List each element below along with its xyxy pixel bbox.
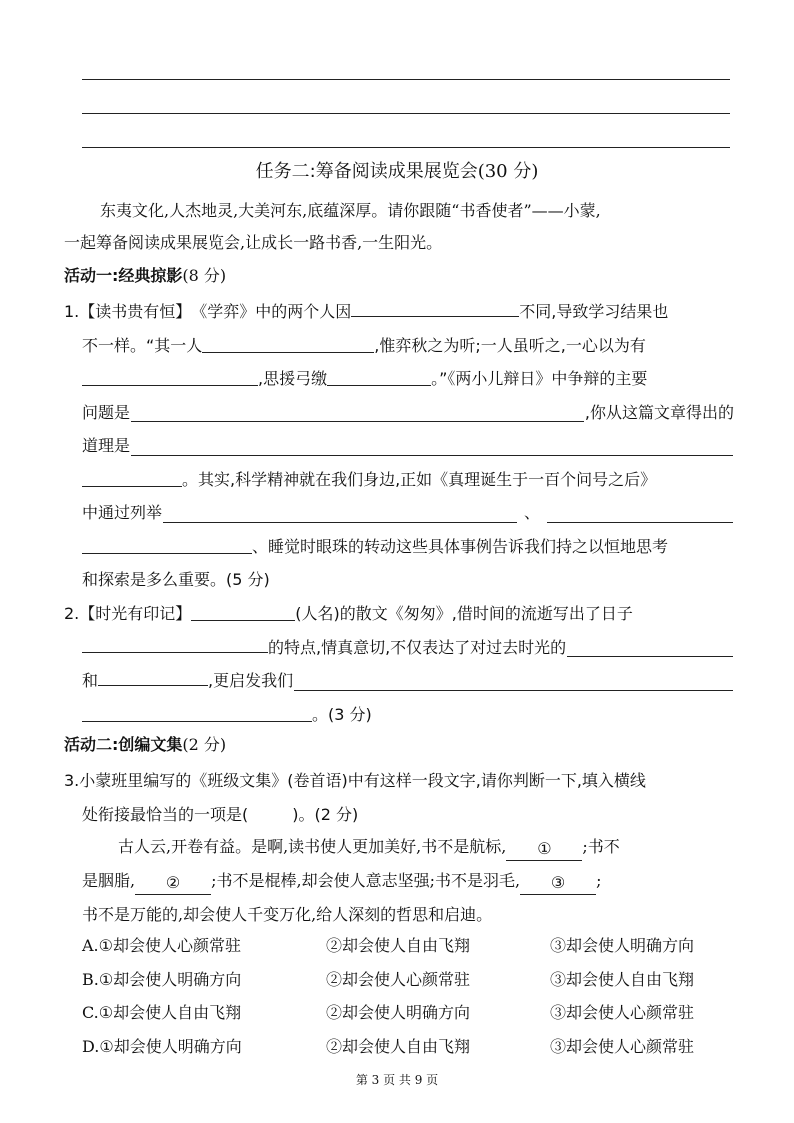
answer-line-3: [82, 147, 730, 148]
q1-text: 、: [524, 503, 541, 522]
option-b[interactable]: [82, 963, 730, 997]
passage-text: 是胭脂,: [82, 871, 136, 890]
q1-text: ,思援弓缴: [258, 369, 328, 388]
passage-text: 书不是万能的,却会使人千变万化,给人深刻的哲思和启迪。: [82, 905, 493, 924]
q1-heading: 【读书贵有恒】: [79, 302, 192, 321]
page-number: 第 3 页 共 9 页: [355, 1073, 439, 1087]
q1-text: ,你从这篇文章得出的: [584, 402, 734, 422]
q3-number: 3.: [64, 771, 80, 790]
option-c-part-1: C.①却会使人自由飞翔: [82, 1003, 242, 1022]
q2-blank-5[interactable]: [294, 671, 733, 691]
q2-number: 2.: [64, 604, 80, 623]
q1-text: 。其实,科学精神就在我们身边,正如《真理诞生于一百个问号之后》: [182, 469, 657, 489]
option-b-part-3: ③却会使人自由飞翔: [550, 969, 695, 989]
task-title: [0, 158, 794, 186]
q2-blank-2[interactable]: [82, 633, 268, 653]
q1-text: 《学弈》中的两个人因: [191, 302, 352, 321]
q1-text: 和探索是多么重要。(5 分): [82, 570, 270, 589]
q1-blank-9[interactable]: [547, 503, 733, 523]
q1-blank-8[interactable]: [163, 503, 517, 523]
intro-line-2: 一起筹备阅读成果展览会,让成长一路书香,一生阳光。: [64, 233, 443, 252]
option-d-part-1: D.①却会使人明确方向: [82, 1036, 242, 1056]
option-d-part-3: ③却会使人心颜常驻: [550, 1036, 695, 1056]
q2-blank-3[interactable]: [567, 637, 733, 657]
q1-blank-2[interactable]: [202, 333, 374, 353]
q1-blank-10[interactable]: [82, 534, 252, 554]
q1-blank-3[interactable]: [82, 366, 258, 386]
option-a-part-3: ③却会使人明确方向: [550, 936, 695, 955]
q1-text: 、睡觉时眼珠的转动这些具体事例告诉我们持之以恒地思考: [252, 536, 669, 556]
q1-text: 问题是: [82, 402, 131, 422]
passage: [82, 830, 730, 932]
passage-text: ;书不: [582, 837, 620, 856]
answer-options: [82, 929, 730, 1063]
activity-2-title: 活动二:创编文集: [64, 735, 183, 754]
question-3: [64, 764, 734, 831]
option-d[interactable]: [82, 1030, 730, 1064]
q2-text: 。(3 分): [312, 704, 372, 724]
q2-heading: 【时光有印记】: [79, 604, 192, 623]
q2-text: 和: [82, 671, 99, 690]
option-b-part-1: B.①却会使人明确方向: [82, 969, 242, 989]
q1-blank-6[interactable]: [131, 436, 733, 456]
option-d-part-2: ②却会使人自由飞翔: [326, 1036, 471, 1056]
answer-line-1: [82, 79, 730, 80]
q2-text: 的特点,情真意切,不仅表达了对过去时光的: [268, 637, 567, 657]
q2-blank-6[interactable]: [82, 702, 312, 722]
q1-text: 中通过列举: [82, 503, 163, 522]
option-a[interactable]: [82, 929, 730, 963]
q2-blank-1[interactable]: [191, 601, 295, 621]
q1-number: 1.: [64, 302, 80, 321]
activity-1-points: (8 分): [182, 266, 227, 285]
passage-text: ;书不是棍棒,却会使人意志坚强;书不是羽毛,: [211, 871, 521, 890]
q1-blank-7[interactable]: [82, 467, 182, 487]
q1-text: ,惟弈秋之为听;一人虽听之,一心以为有: [374, 335, 646, 355]
option-c-part-2: ②却会使人明确方向: [326, 1003, 471, 1022]
option-c[interactable]: [82, 996, 730, 1030]
task-title-text: 任务二:筹备阅读成果展览会: [255, 161, 478, 182]
intro-line-1: 东夷文化,人杰地灵,大美河东,底蕴深厚。请你跟随“书香使者”——小蒙,: [100, 201, 601, 220]
q2-blank-4[interactable]: [98, 666, 208, 686]
q1-blank-5[interactable]: [131, 402, 584, 422]
q3-text: )。(2 分): [292, 804, 359, 824]
q1-text: 。”《两小儿辩日》中争辩的主要: [431, 369, 648, 388]
passage-blank-2: ②: [135, 872, 211, 895]
option-b-part-2: ②却会使人心颜常驻: [326, 969, 471, 989]
q3-text: 处衔接最恰当的一项是(: [82, 804, 249, 824]
passage-text: ;: [596, 871, 602, 890]
option-a-part-2: ②却会使人自由飞翔: [326, 936, 471, 955]
intro-paragraph: [64, 195, 734, 259]
activity-1-heading: [64, 262, 734, 290]
passage-text: 古人云,开卷有益。是啊,读书使人更加美好,书不是航标,: [118, 837, 507, 856]
q2-text: (人名)的散文《匆匆》,借时间的流逝写出了日子: [295, 604, 633, 623]
q1-text: 道理是: [82, 436, 131, 455]
activity-2-points: (2 分): [182, 735, 227, 754]
passage-blank-3: ③: [520, 872, 596, 895]
q1-blank-4[interactable]: [327, 366, 431, 386]
q1-blank-1[interactable]: [351, 297, 519, 317]
activity-2-heading: [64, 731, 734, 759]
option-c-part-3: ③却会使人心颜常驻: [550, 1003, 695, 1022]
q1-text: 不同,导致学习结果也: [519, 302, 669, 321]
passage-blank-1: ①: [506, 838, 582, 861]
option-a-part-1: A.①却会使人心颜常驻: [82, 936, 241, 955]
question-2: [64, 597, 734, 731]
q1-text: 不一样。“其一人: [82, 335, 203, 355]
q3-text: 小蒙班里编写的《班级文集》(卷首语)中有这样一段文字,请你判断一下,填入横线: [79, 771, 646, 790]
answer-line-2: [82, 113, 730, 114]
task-title-points: (30 分): [477, 161, 539, 182]
activity-1-title: 活动一:经典掠影: [64, 266, 183, 285]
q2-text: ,更启发我们: [208, 671, 294, 690]
question-1: [64, 295, 734, 597]
